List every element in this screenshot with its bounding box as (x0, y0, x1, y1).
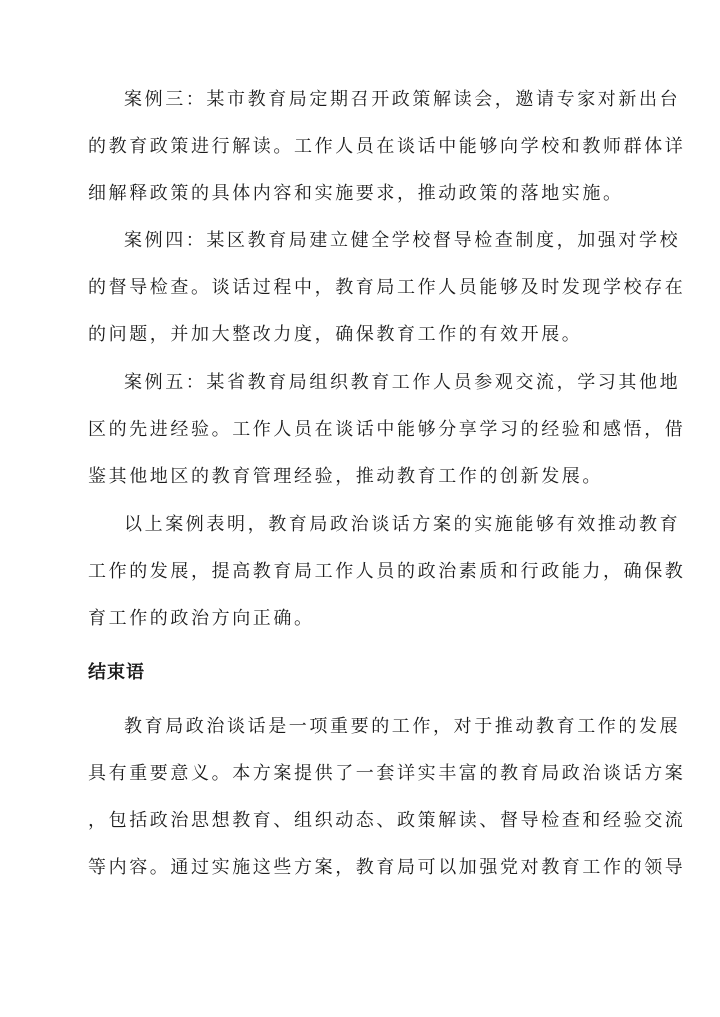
text-line: 区的先进经验。工作人员在谈话中能够分享学习的经验和感悟，借 (88, 419, 686, 440)
text-line: 工作的发展，提高教育局工作人员的政治素质和行政能力，确保教 (88, 561, 686, 582)
text-line: 案例五：某省教育局组织教育工作人员参观交流，学习其他地 (124, 372, 681, 393)
text-line: 教育局政治谈话是一项重要的工作，对于推动教育工作的发展 (124, 716, 681, 737)
paragraph-conclusion (88, 703, 686, 891)
section-heading-conclusion: 结束语 (88, 662, 145, 683)
text-line: 的教育政策进行解读。工作人员在谈话中能够向学校和教师群体详 (88, 136, 686, 157)
text-line: 案例四：某区教育局建立健全学校督导检查制度，加强对学校 (124, 230, 681, 251)
text-line: ，包括政治思想教育、组织动态、政策解读、督导检查和经验交流 (88, 810, 686, 831)
text-line: 鉴其他地区的教育管理经验，推动教育工作的创新发展。 (88, 466, 603, 487)
paragraph-case-three (88, 76, 686, 217)
text-line: 以上案例表明，教育局政治谈话方案的实施能够有效推动教育 (124, 514, 681, 535)
text-line: 细解释政策的具体内容和实施要求，推动政策的落地实施。 (88, 183, 624, 204)
paragraph-summary (88, 501, 686, 642)
text-line: 案例三：某市教育局定期召开政策解读会，邀请专家对新出台 (124, 89, 681, 110)
paragraph-case-four (88, 217, 686, 358)
text-line: 具有重要意义。本方案提供了一套详实丰富的教育局政治谈话方案 (88, 763, 686, 784)
paragraph-case-five (88, 359, 686, 500)
text-line: 育工作的政治方向正确。 (88, 608, 315, 629)
text-line: 等内容。通过实施这些方案，教育局可以加强党对教育工作的领导 (88, 857, 686, 878)
text-line: 的问题，并加大整改力度，确保教育工作的有效开展。 (88, 324, 583, 345)
text-line: 的督导检查。谈话过程中，教育局工作人员能够及时发现学校存在 (88, 277, 686, 298)
